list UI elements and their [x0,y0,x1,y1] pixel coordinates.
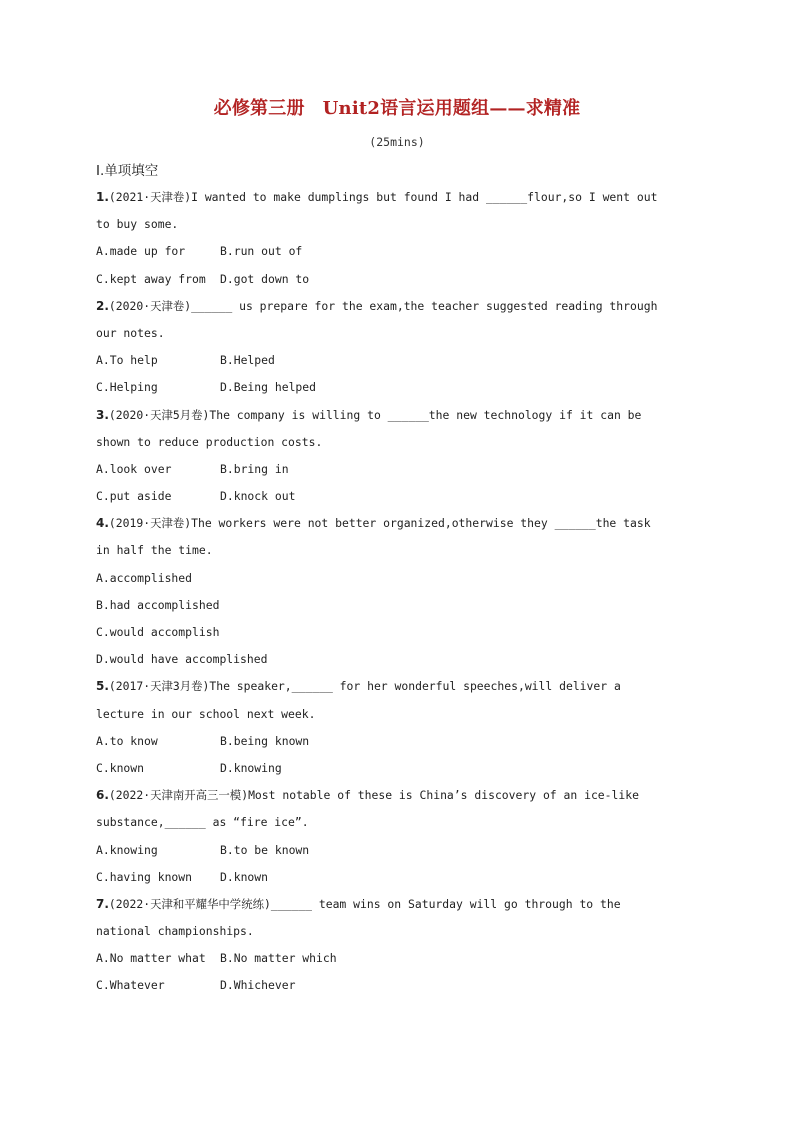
question-6 [96,782,696,891]
question-source: (2020·天津卷) [108,298,192,313]
option-row [96,238,696,265]
option-row [96,347,696,374]
question-text: ______ us prepare for the exam,the teacher suggested reading through [191,298,658,313]
question-source: (2020·天津5月卷) [108,407,210,422]
option-a: A.made up for [96,244,186,259]
question-stem [96,673,696,700]
question-1 [96,184,696,293]
question-text: The workers were not better organized,otherwise they ______the task [191,516,651,531]
option-c: C.known [96,760,145,775]
question-text: The speaker,______ for her wonderful speeches,will deliver a [209,679,621,694]
question-7 [96,891,696,1000]
question-text-continued: our notes. [96,325,165,340]
option-d: D.would have accomplished [96,652,268,667]
option-a: A.No matter what [96,951,206,966]
title-book: 必修第三册 [213,98,305,119]
option-row [96,728,696,755]
option-c: C.would accomplish [96,625,220,639]
question-text-continued: in half the time. [96,543,213,558]
page-title [0,96,794,122]
option-row [96,483,696,510]
option-a: A.knowing [96,842,158,857]
question-number: 7. [96,896,109,911]
option-d: D.known [220,869,269,884]
question-source: (2019·天津卷) [108,516,192,531]
question-number: 3. [96,407,109,422]
option-row [96,266,696,293]
question-3 [96,402,696,511]
question-stem [96,293,696,320]
option-b: B.Helped [220,353,275,368]
question-text: The company is willing to ______the new technology if it can be [209,407,642,422]
question-text: Most notable of these is China’s discovery of an ice-like [248,788,639,803]
question-source: (2017·天津3月卷) [108,679,210,694]
question-text: I wanted to make dumplings but found I had ______flour,so I went out [191,190,658,204]
question-number: 1. [96,190,109,204]
option-d: D.Whichever [220,978,296,993]
title-unit: Unit2语言运用题组——求精准 [322,98,581,119]
option-row [96,837,696,864]
option-b: B.run out of [220,244,303,259]
option-a: A.accomplished [96,570,193,585]
question-number: 5. [96,679,109,694]
question-5 [96,673,696,782]
option-c: C.put aside [96,489,172,504]
question-stem [96,402,696,429]
question-number: 2. [96,298,109,313]
option-a: A.look over [96,461,172,476]
question-text-continued: national championships. [96,924,254,939]
option-row [96,945,696,972]
question-4 [96,510,696,673]
question-number: 4. [96,516,109,531]
option-c: C.Whatever [96,978,165,993]
question-stem [96,510,696,537]
option-c: C.having known [96,869,193,884]
question-2 [96,293,696,402]
option-c: C.kept away from [96,271,206,286]
option-b: B.No matter which [220,951,337,966]
option-b: B.had accomplished [96,597,220,612]
option-a: A.to know [96,733,158,748]
option-d: D.Being helped [220,380,317,395]
option-d: D.knock out [220,489,296,504]
question-source: (2021·天津卷) [108,190,192,204]
option-b: B.being known [220,733,310,748]
option-b: B.to be known [220,842,310,857]
exercise-content [96,158,696,1000]
option-row [96,456,696,483]
option-b: B.bring in [220,461,289,476]
time-limit: (25mins) [369,135,425,149]
question-text-continued: lecture in our school next week. [96,706,316,721]
option-d: D.knowing [220,760,282,775]
question-stem [96,891,696,918]
question-text-continued: to buy some. [96,217,179,232]
option-c: C.Helping [96,380,158,395]
option-d: D.got down to [220,271,310,286]
question-number: 6. [96,788,109,803]
option-row [96,972,696,999]
option-row [96,864,696,891]
question-text: ______ team wins on Saturday will go through to the [270,896,621,911]
question-source: (2022·天津南开高三一模) [108,788,249,803]
option-row [96,374,696,401]
question-stem [96,782,696,809]
question-source: (2022·天津和平耀华中学统练) [108,896,271,911]
question-text-continued: substance,______ as “fire ice”. [96,815,309,830]
option-a: A.To help [96,353,158,368]
section-heading: Ⅰ.单项填空 [96,163,159,179]
question-text-continued: shown to reduce production costs. [96,434,323,449]
option-row [96,755,696,782]
question-stem [96,184,696,211]
